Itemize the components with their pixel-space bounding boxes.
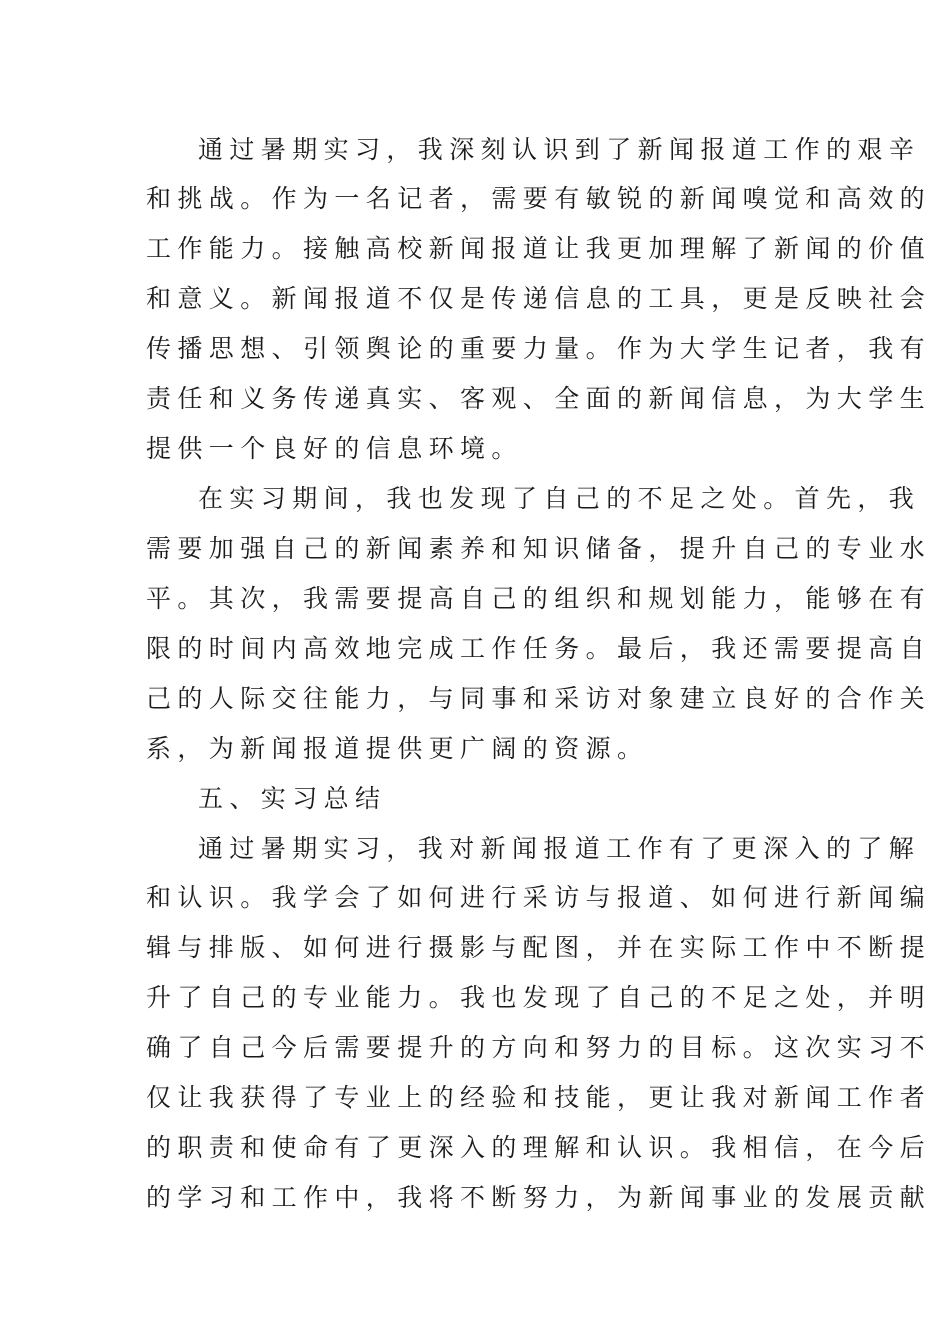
paragraph-line: 在实习期间，我也发现了自己的不足之处。首先，我 [198, 484, 921, 513]
paragraph-line: 的职责和使命有了更深入的理解和认识。我相信，在今后 [146, 1133, 932, 1162]
paragraph-line: 通过暑期实习，我深刻认识到了新闻报道工作的艰辛 [198, 135, 921, 164]
paragraph-line: 和挑战。作为一名记者，需要有敏锐的新闻嗅觉和高效的 [146, 184, 932, 213]
paragraph-line: 提供一个良好的信息环境。 [146, 434, 523, 463]
paragraph-line: 工作能力。接触高校新闻报道让我更加理解了新闻的价值 [146, 234, 932, 263]
paragraph-line: 辑与排版、如何进行摄影与配图，并在实际工作中不断提 [146, 933, 932, 962]
paragraph-line: 需要加强自己的新闻素养和知识储备，提升自己的专业水 [146, 534, 932, 563]
paragraph-line: 的学习和工作中，我将不断努力，为新闻事业的发展贡献 [146, 1183, 932, 1212]
paragraph-line: 责任和义务传递真实、客观、全面的新闻信息，为大学生 [146, 384, 932, 413]
paragraph-line: 升了自己的专业能力。我也发现了自己的不足之处，并明 [146, 983, 932, 1012]
paragraph-line: 仅让我获得了专业上的经验和技能，更让我对新闻工作者 [146, 1083, 932, 1112]
paragraph-line: 确了自己今后需要提升的方向和努力的目标。这次实习不 [146, 1033, 932, 1062]
paragraph-line: 传播思想、引领舆论的重要力量。作为大学生记者，我有 [146, 334, 932, 363]
paragraph-line: 和意义。新闻报道不仅是传递信息的工具，更是反映社会 [146, 284, 932, 313]
paragraph-line: 和认识。我学会了如何进行采访与报道、如何进行新闻编 [146, 883, 932, 912]
paragraph-line: 己的人际交往能力，与同事和采访对象建立良好的合作关 [146, 684, 932, 713]
paragraph-line: 平。其次，我需要提高自己的组织和规划能力，能够在有 [146, 584, 932, 613]
paragraph-line: 通过暑期实习，我对新闻报道工作有了更深入的了解 [198, 834, 921, 863]
paragraph-line: 限的时间内高效地完成工作任务。最后，我还需要提高自 [146, 634, 932, 663]
section-heading: 五、实习总结 [198, 784, 387, 813]
paragraph-line: 系，为新闻报道提供更广阔的资源。 [146, 734, 649, 763]
